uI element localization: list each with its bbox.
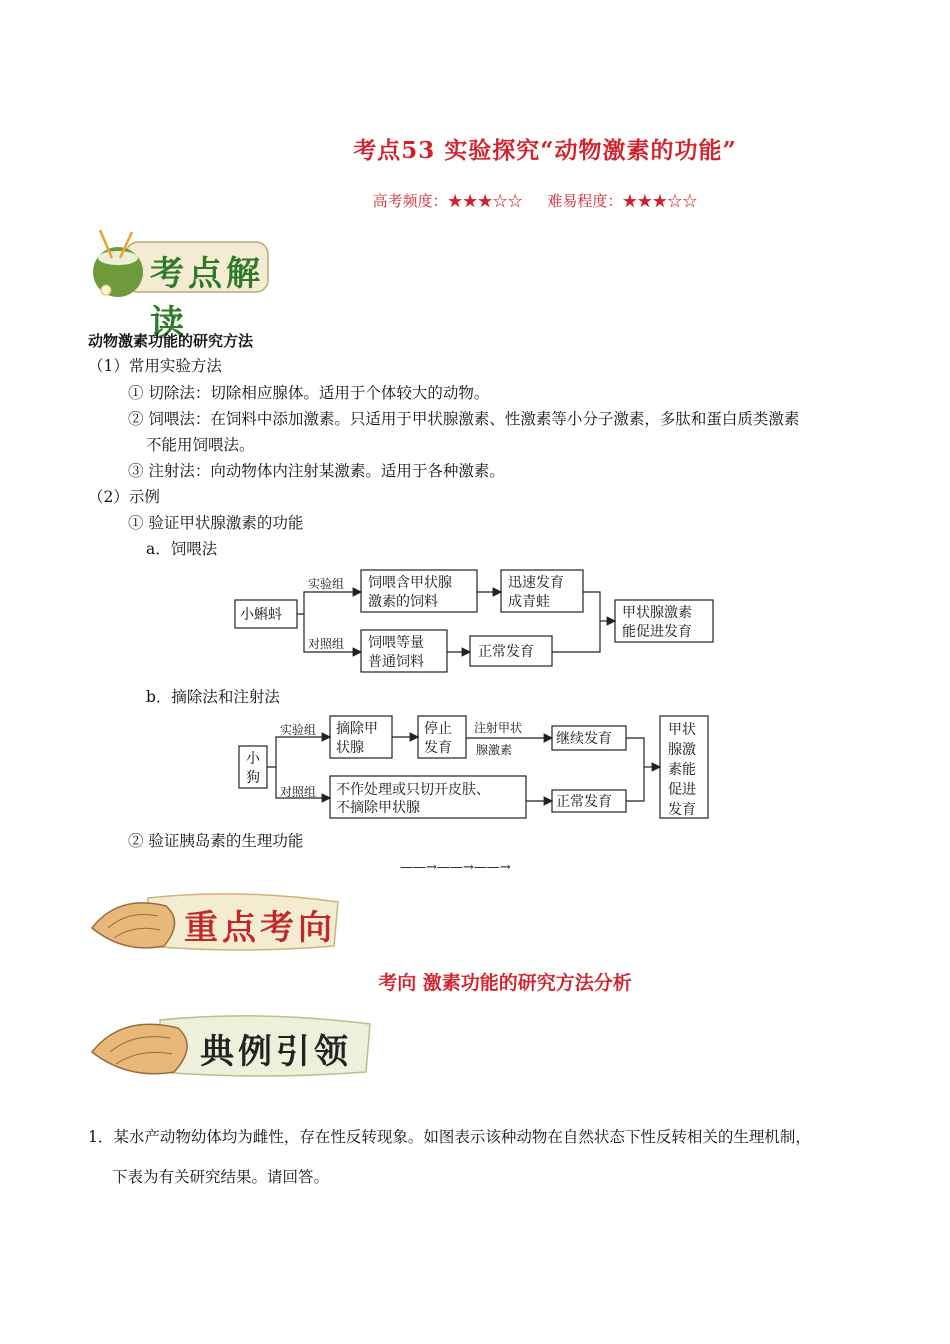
example-1: ① 验证甲状腺激素的功能 [128, 514, 304, 532]
result2-line4: 促进 [668, 782, 696, 798]
ctrl-treatment-line2: 不摘除甲状腺 [336, 800, 420, 816]
direction-title: 考向 激素功能的研究方法分析 [378, 972, 632, 994]
rating-line [0, 190, 950, 211]
method-heading: （1）常用实验方法 [88, 357, 222, 375]
result-line2: 能促进发育 [622, 624, 692, 640]
result2-line5: 发育 [668, 802, 696, 818]
inject-line1: 注射甲状 [474, 721, 523, 735]
ctrl-group-label: 对照组 [308, 637, 345, 651]
ctrl-feed-line1: 饲喂等量 [368, 635, 424, 651]
exp-group-label-2: 实验组 [280, 723, 317, 737]
inject-line2: 腺激素 [476, 743, 513, 757]
exp-group-label: 实验组 [308, 577, 345, 591]
example-2: ② 验证胰岛素的生理功能 [128, 832, 304, 850]
ctrl-treatment-line1: 不作处理或只切开皮肤、 [336, 782, 490, 798]
ctrl-normal-text: 正常发育 [556, 794, 612, 810]
section-heading: 动物激素功能的研究方法 [88, 332, 254, 350]
example-1a: a．饲喂法 [146, 540, 218, 558]
question-line1: 1．某水产动物幼体均为雌性，存在性反转现象。如图表示该种动物在自然状态下性反转相关的生理机制， [88, 1128, 811, 1146]
feeding-method-diagram [228, 564, 728, 680]
exp-feed-line1: 饲喂含甲状腺 [368, 575, 452, 591]
page-title: 考点53 实验探究“动物激素的功能” [353, 137, 737, 164]
exp-develop-line1: 迅速发育 [508, 575, 564, 591]
ctrl-feed-line2: 普通饲料 [368, 654, 424, 670]
banner-key-direction-text: 重点考向 [184, 908, 336, 948]
remove-line1: 摘除甲 [336, 721, 378, 737]
method-2: ② 饲喂法：在饲料中添加激素。只适用于甲状腺激素、性激素等小分子激素，多肽和蛋白质类激素 [128, 410, 800, 428]
method-3: ③ 注射法：向动物体内注射某激素。适用于各种激素。 [128, 462, 505, 480]
result2-line2: 腺激 [668, 742, 696, 758]
banner-example-text: 典例引领 [200, 1032, 352, 1072]
tadpole-label: 小蝌蚪 [240, 607, 282, 623]
exam-frequency: 高考频度：★★★☆☆ [372, 192, 523, 210]
stop-line2: 发育 [424, 740, 452, 756]
result2-line1: 甲状 [668, 722, 696, 738]
puppy-line1: 小 [246, 751, 260, 767]
continue-develop-text: 继续发育 [556, 731, 612, 747]
result2-line3: 素能 [668, 762, 696, 778]
method-2-cont: 不能用饲喂法。 [146, 436, 255, 454]
banner-key-direction [88, 888, 348, 956]
example-1b: b．摘除法和注射法 [146, 688, 280, 706]
removal-injection-diagram [232, 710, 712, 824]
banner-interpret-text: 考点解读 [150, 254, 264, 343]
exp-feed-line2: 激素的饲料 [368, 594, 438, 610]
stop-line1: 停止 [424, 721, 452, 737]
ctrl-develop-text: 正常发育 [478, 644, 534, 660]
question-line2: 下表为有关研究结果。请回答。 [112, 1168, 330, 1186]
banner-example [88, 1008, 378, 1082]
example-heading: （2）示例 [88, 488, 160, 506]
result-line1: 甲状腺激素 [622, 605, 692, 621]
ctrl-group-label-2: 对照组 [280, 785, 317, 799]
exp-develop-line2: 成青蛙 [508, 594, 550, 610]
remove-line2: 状腺 [336, 740, 364, 756]
method-1: ① 切除法：切除相应腺体。适用于个体较大的动物。 [128, 384, 490, 402]
arrow-chain: ——→——→——→ [400, 860, 511, 875]
difficulty-level: 难易程度：★★★☆☆ [547, 192, 698, 210]
puppy-line2: 狗 [246, 770, 260, 786]
